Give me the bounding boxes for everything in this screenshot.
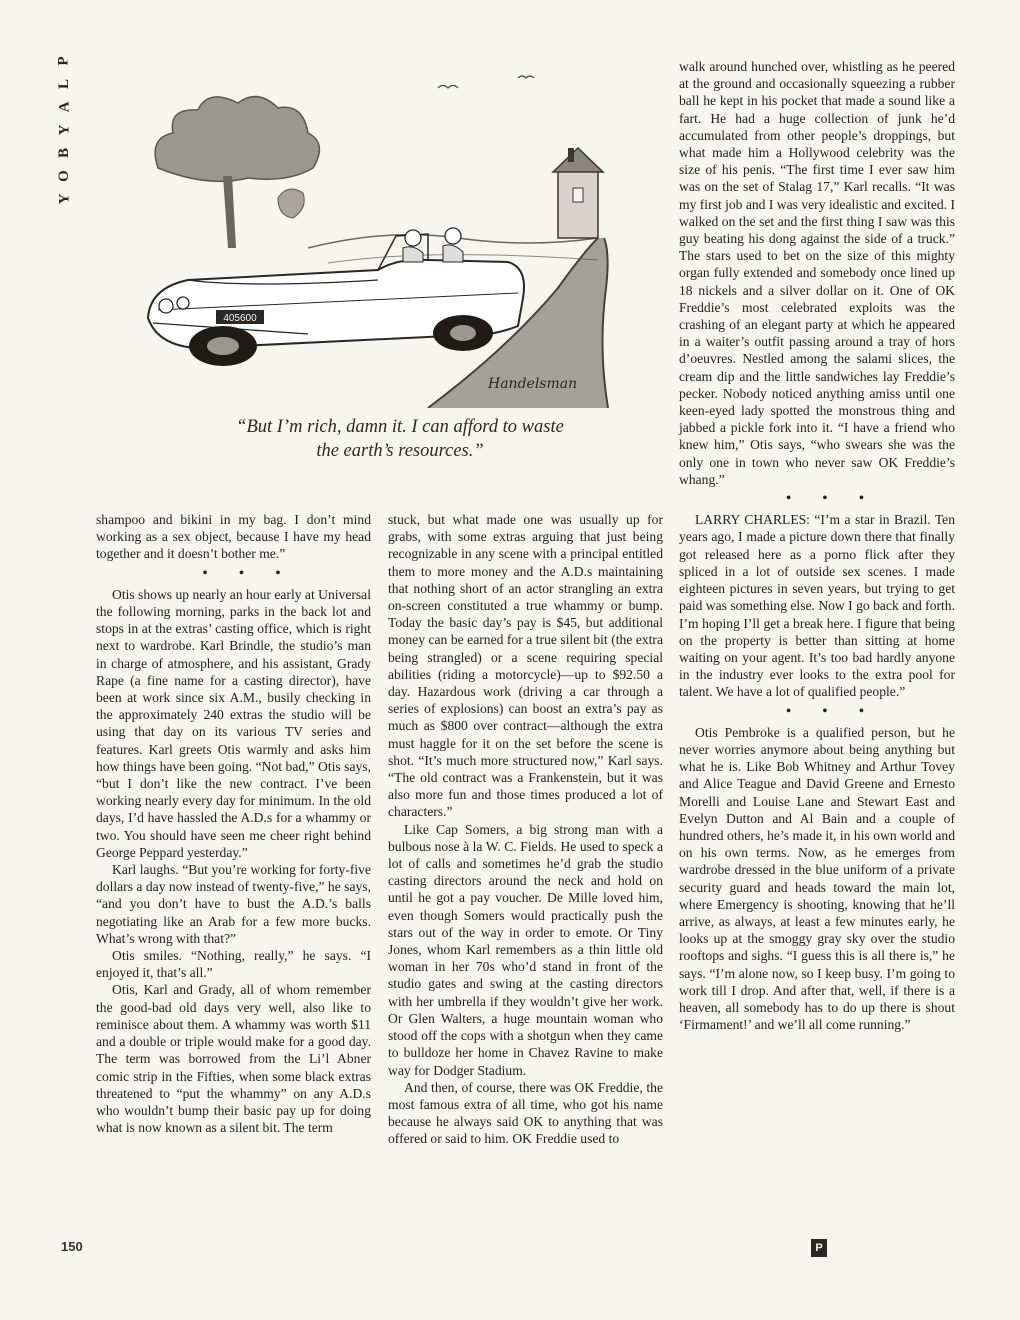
masthead-letter: A <box>56 99 72 113</box>
masthead-letter: O <box>55 168 72 182</box>
paragraph: LARRY CHARLES: “I’m a star in Brazil. Ten years ago, I made a picture down there that finally got released here as a porno flick after they spliced in a lot of outside sex scenes. I made eighteen pictures in seven years, but trying to get paid was something else. Now I go back and forth. I’m hoping I’ll get a break here. I figure that being on the property is better than sitting at home waiting on your agent. It’s too bad hardly anyone in the industry ever looks to the extra pool for talent. We have a lot of qualified people.” <box>679 512 955 700</box>
section-break: • • • <box>202 565 295 581</box>
section-break: • • • <box>786 491 878 507</box>
masthead-letter: P <box>55 54 72 66</box>
cartoon-drawing <box>128 48 648 408</box>
paragraph: Like Cap Somers, a big strong man with a bulbous nose à la W. C. Fields. He used to speck a lot of calls and sometimes he’d grab the studio casting directors around the neck and hold on until he got a pay voucher. De Mille loved him, even though Somers would practically push the stars out of the way in order to emote. Or Tiny Jones, whom Karl remembers as a thin little old woman in her 70s who’d stand in front of the studio gates and swing at the casting directors with her umbrella if they wouldn’t give her work. Or Glen Walters, a huge mountain woman who stood off the cops with a shotgun when they came to bulldoze her home in Chavez Ravine to make way for Dodger Stadium. <box>388 821 663 1078</box>
license-plate: 405600 <box>223 313 257 324</box>
paragraph: And then, of course, there was OK Freddie, the most famous extra of all time, who got his name because he always said OK to anything that was offered or said to him. OK Freddie used to <box>388 1079 663 1147</box>
paragraph: Otis smiles. “Nothing, really,” he says. “I enjoyed it, that’s all.” <box>96 948 371 981</box>
article-column-3 <box>679 58 955 1033</box>
masthead <box>52 50 76 208</box>
paragraph: walk around hunched over, whistling as he peered at the ground and occasionally squeezing a rubber ball he kept in his pocket that made a sound like a fart. He had a huge collection of junk he’d accumulated from other people’s droppings, but what made him a Hollywood celebrity was the size of his penis. “The first time I ever saw him was on the set of Stalag 17,” Karl recalls. “It was my first job and I was very idealistic and excited. I walked on the set and the first thing I saw was this guy beating his dong against the side of a truck.” The stars used to bet on the size of this mighty organ fully extended and somebody once lined up 18 nickels and a silver dollar on it. One of OK Freddie’s most celebrated exploits was the crashing of an elegant party at which he appeared in a waiter’s outfit passing around a tray of hors d’oeuvres. Nestled among the salami slices, the cream dip and the little sandwiches lay Freddie’s pecker. Nobody noticed anything amiss until one keen-eyed lady spotted the monstrous thing and jabbed a pickle fork into it. “I have a friend who knew him,” Otis says, “who swears she was the only one in town who never saw OK Freddie’s whang.” <box>679 59 955 487</box>
paragraph: shampoo and bikini in my bag. I don’t mind working as a sex object, because I have my head together and it doesn’t bother me.” <box>96 512 371 562</box>
cartoon-caption <box>150 415 650 463</box>
paragraph: stuck, but what made one was usually up for grabs, with some extras arguing that just being recognizable in any scene with a principal entitled them to more money and the A.D.s maintaining that nothing short of an actor strangling an extra on-screen constituted a true whammy or bump. Today the basic day’s pay is $45, but additional money can be earned for a true silent bit (the extra being strangled) or a scene requiring special abilities (riding a motorcycle)—up to $92.50 a day. Hazardous work (driving a car through a series of explosions) can boost an extra’s pay as much as $800 over contract—although the extra must haggle for it on the set before the scene is shot. “It’s much more structured now,” Karl says. “The old contract was a Frankenstein, but it was also more fun and those times produced a lot of characters.” <box>388 512 663 820</box>
masthead-letter: B <box>55 145 72 159</box>
end-mark-icon: P <box>811 1239 827 1257</box>
artist-signature: Handelsman <box>488 376 578 392</box>
section-break: • • • <box>786 703 878 719</box>
caption-line-2: the earth’s resources.” <box>316 441 484 461</box>
masthead-letter: Y <box>56 191 72 205</box>
page-number: 150 <box>61 1239 83 1254</box>
paragraph: Otis, Karl and Grady, all of whom remember the good-bad old days very well, also like to reminisce about them. A whammy was worth $11 and a double or triple would make for a good day. The term was borrowed from the Li’l Abner comic strip in the Fifties, when some black extras threatened to “put the whammy” on any A.D.s who wouldn’t bump their basic pay up for doing what is now known as a silent bit. The term <box>96 982 371 1136</box>
paragraph: Karl laughs. “But you’re working for forty-five dollars a day now instead of twenty-five,” he says, “and you don’t have to bust the A.D.’s balls negotiating like an Arab for a few more bucks. What’s wrong with that?” <box>96 862 371 946</box>
article-column-2 <box>388 511 663 1148</box>
cartoon-illustration <box>128 48 648 408</box>
paragraph: Otis shows up nearly an hour early at Universal the following morning, parks in the back lot and stops in at the extras’ casting office, which is right next to wardrobe. Karl Brindle, the studio’s man in charge of atmosphere, and his assistant, Grady Rape (a fine name for a casting director), have been at work since six A.M., busily checking in the approximately 240 extras the studio will be using that day on its various TV series and features. Karl greets Otis warmly and asks him how things have been going. “Not bad,” Otis says, “but I don’t like the new contract. I’ve been working nearly every day for minimum. In the old days, I’d have hassled the A.D.s for a whammy or two. You should have seen me cheer right behind George Peppard yesterday.” <box>96 586 371 860</box>
masthead-letter: L <box>55 76 72 90</box>
caption-line-1: “But I’m rich, damn it. I can afford to waste <box>236 417 564 437</box>
article-column-1 <box>96 511 371 1136</box>
masthead-letter: Y <box>56 122 72 136</box>
paragraph: Otis Pembroke is a qualified person, but he never worries anymore about being anything but what he is. Like Bob Whitney and Arthur Tovey and Alice Teague and David Greene and Ernesto Morelli and Louise Lane and Stewart East and Evelyn Dutton and Al Bain and a couple of hundred others, he’s made it, in his own world and on his own terms. Now, as he emerges from wardrobe dressed in the blue uniform of a private security guard and heads toward the main lot, where Emergency is shooting, knowing that he’ll arrive, as always, at least a few minutes early, he looks up at the smoggy gray sky over the studio rooftops and sighs. “I guess this is all there is,” he says. “I’m alone now, so I keep busy. I’m going to work till I drop. And after that, well, if there is a heaven, all somebody has to do up there is shout ‘Firmament!’ and we’ll all come running.” <box>679 724 955 1033</box>
